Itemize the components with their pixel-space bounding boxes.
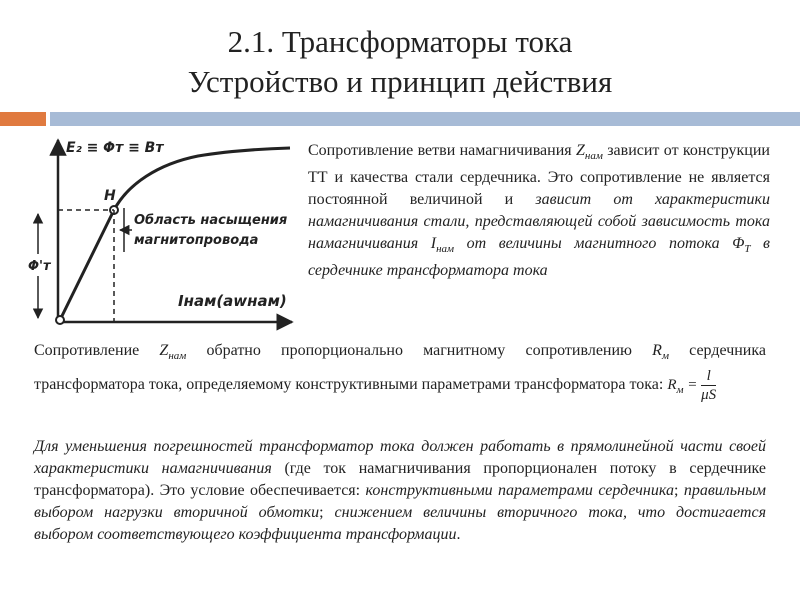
accent-bar-orange xyxy=(0,112,46,126)
annotation-line-2: магнитопровода xyxy=(134,233,259,248)
p1-text-2: зависит от конструкции ТТ и качества стали сердечника. Это сопротивление не является постоянной величиной и xyxy=(308,142,770,208)
p1-z-symbol: Z xyxy=(575,142,585,159)
formula-lhs-subscript: м xyxy=(676,383,684,396)
p2-text-1: Сопротивление xyxy=(34,342,160,359)
title-line-2: Устройство и принцип действия xyxy=(187,64,613,99)
p2-z-symbol: Z xyxy=(159,342,169,359)
paragraph-error-reduction xyxy=(34,436,766,546)
point-h-label: H xyxy=(104,188,116,204)
p2-r-symbol: R xyxy=(652,342,662,359)
x-axis-label: Iнам(awнам) xyxy=(178,292,287,310)
origin-point xyxy=(56,316,64,324)
magnetization-curve-figure xyxy=(28,134,298,334)
accent-bar-blue xyxy=(50,112,800,126)
formula-numerator: l xyxy=(701,367,716,386)
p1-i-symbol: I xyxy=(430,235,437,252)
p3-text-8: . xyxy=(456,526,461,543)
p2-z-subscript: нам xyxy=(168,350,187,362)
p3-text-5: правильным выбором нагрузки вторичной обмотки xyxy=(34,482,766,521)
p2-text-2: обратно пропорционально магнитному сопротивлению xyxy=(186,342,653,359)
reluctance-formula xyxy=(667,367,716,404)
p1-i-subscript: нам xyxy=(436,243,455,255)
p1-text-4: от величины магнитного потока xyxy=(454,235,733,252)
p1-z-subscript: нам xyxy=(584,150,603,162)
paragraph-magnetizing-branch xyxy=(308,140,770,282)
p3-text-6: ; xyxy=(319,504,335,521)
p3-text-4: ; xyxy=(673,482,684,499)
p1-text-1: Сопротивление ветви намагничивания xyxy=(308,142,576,159)
annotation-line-1: Область насыщения xyxy=(134,213,288,228)
formula-denominator: μS xyxy=(701,387,717,403)
p1-phi-subscript: T xyxy=(744,243,751,255)
p1-phi-symbol: Φ xyxy=(732,235,745,252)
phi-level-label: Φ'т xyxy=(28,259,51,274)
paragraph-reluctance xyxy=(34,340,766,404)
p3-text-3: конструктивными параметрами сердечника xyxy=(365,482,674,499)
p3-text-7: снижением величины вторичного тока, что достигается выбором соответствующего коэффициента трансформации xyxy=(34,504,767,543)
formula-lhs: R xyxy=(667,376,677,393)
formula-fraction xyxy=(701,367,716,404)
p3-text-2: (где ток намагничивания пропорционален потоку в сердечнике трансформатора). Это условие обеспечивается: xyxy=(34,460,767,499)
title-line-1: 2.1. Трансформаторы тока xyxy=(227,24,573,59)
p2-r-subscript: м xyxy=(661,350,669,362)
p3-text-1: Для уменьшения погрешностей трансформатор тока должен работать в прямолинейной части своей характеристики намагничивания xyxy=(34,438,766,477)
p1-text-5: в сердечнике трансформатора тока xyxy=(308,235,771,279)
formula-equals: = xyxy=(683,376,702,393)
slide-title xyxy=(0,22,800,102)
y-axis-label: E₂ ≡ Φт ≡ Bт xyxy=(66,140,164,156)
p2-text-3: сердечника трансформатора тока, определяемому конструктивными параметрами трансформатора тока: xyxy=(34,342,766,394)
p1-text-3: зависит от характеристики намагничивания стали, представляющей собой зависимость тока намагничивания xyxy=(308,191,771,252)
